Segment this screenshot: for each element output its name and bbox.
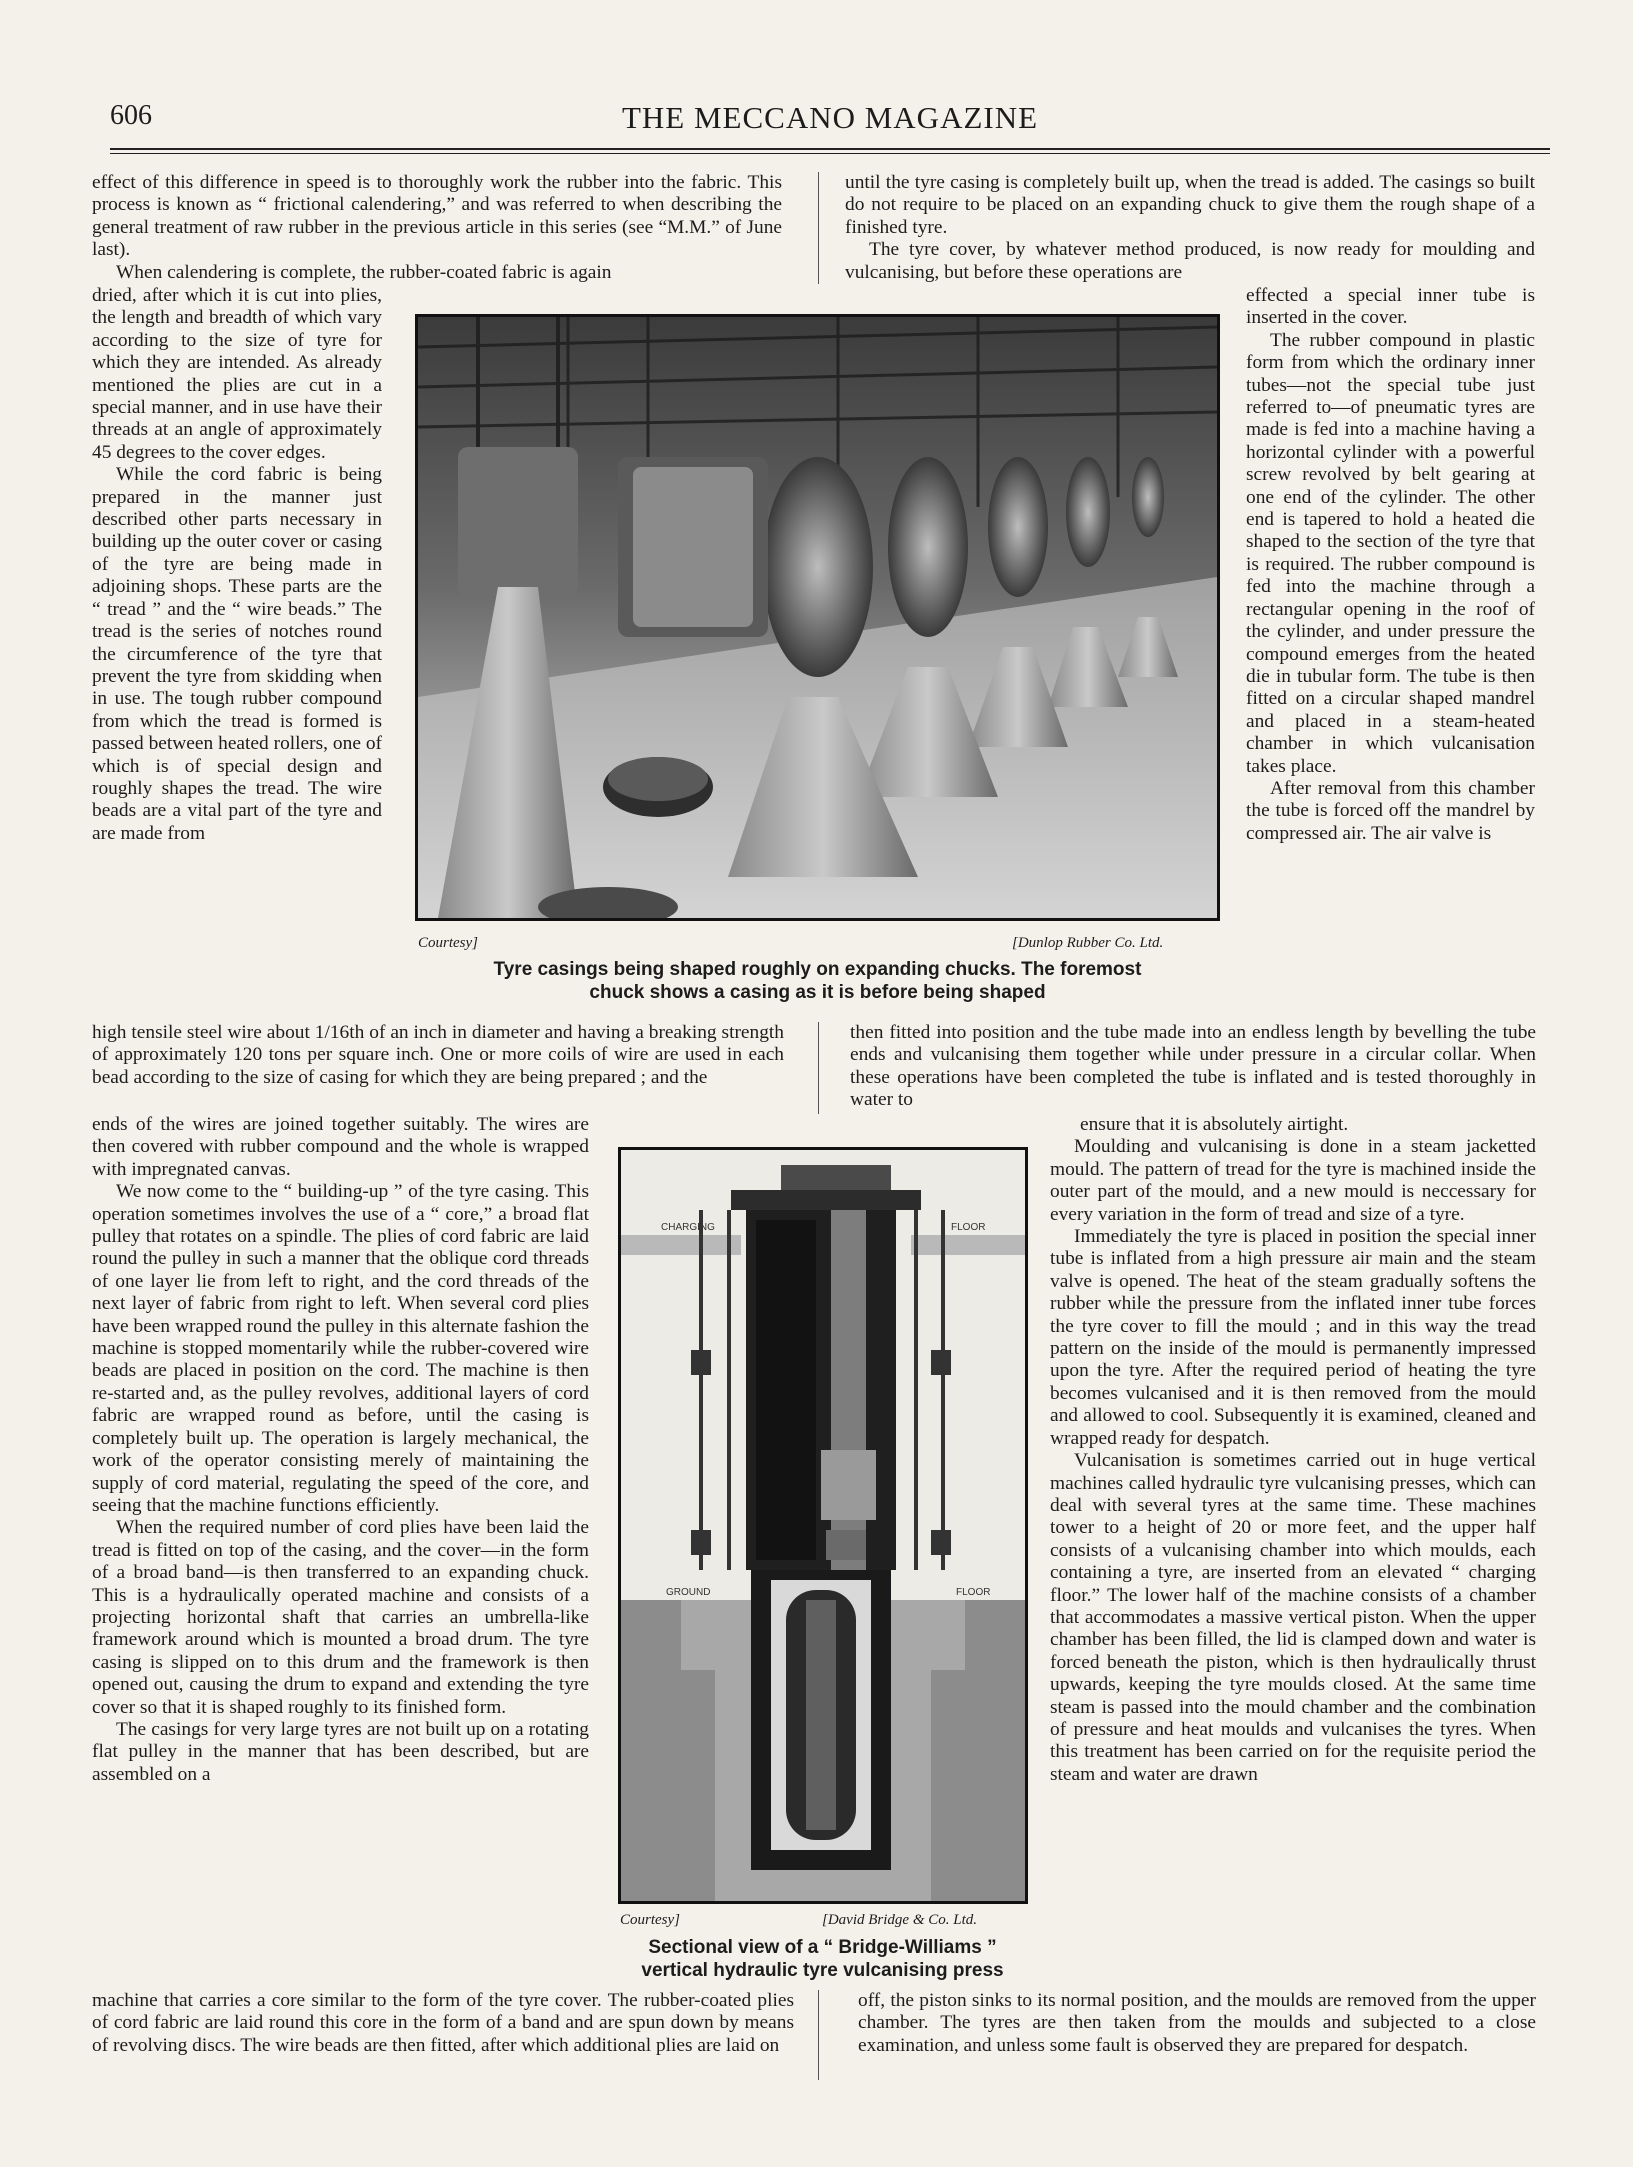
col1-bottom-text: [92, 1990, 794, 2057]
col2-top-text: [845, 172, 1535, 284]
paragraph: Immediately the tyre is placed in position the special inner tube is inflated from a high pressure air main and the steam valve is opened. The heat of the steam gradually softens the rubber while the pressure from the inflated inner tube forces the tyre cover to fill the mould ; and in this way the tread pattern on the inside of the mould is permanently impressed upon the tyre. After the required period of heating the tyre becomes vulcanised and it is then removed from the mould and allowed to cool. Subsequently it is examined, cleaned and wrapped ready for despatch.: [1050, 1226, 1536, 1449]
paragraph: While the cord fabric is being prepared in the manner just described other parts necessary in building up the outer cover or casing of the tyre are being made in adjoining shops. These parts are the “ tread ” and the “ wire beads.” The tread is the series of notches round the circumference of the tyre that prevent the tyre from skidding when in use. The tough rubber compound from which the tread is formed is passed between heated rollers, one of which is of special design and roughly shapes the tread. The wire beads are a vital part of the tyre and are made from: [92, 464, 382, 844]
sectional-view-illustration: [621, 1150, 1025, 1901]
paragraph: until the tyre casing is completely built up, when the tread is added. The casings so built do not require to be placed on an expanding chuck to give them the rough shape of a finished tyre.: [845, 172, 1535, 238]
paragraph: effect of this difference in speed is to thoroughly work the rubber into the fabric. This process is known as “ frictional calendering,” and was referred to when describing the general treatment of raw rubber in the previous article in this series (see “M.M.” of June last).: [92, 172, 782, 261]
label-floor-top: FLOOR: [951, 1222, 986, 1233]
paragraph: dried, after which it is cut into plies, the length and breadth of which vary according to the size of tyre for which they are intended. As already mentioned the plies are cut in a special manner, and in use have their threads at an angle of approximately 45 degrees to the cover edges.: [92, 285, 382, 463]
col2-narrow-text: [1246, 285, 1535, 845]
col2-mid-text: [1050, 1114, 1536, 1786]
paragraph: Moulding and vulcanising is done in a steam jacketted mould. The pattern of tread for the tyre is machined inside the outer part of the mould, and a new mould is neccessary for every variation in the form of tread and size of a tyre.: [1050, 1136, 1536, 1225]
paragraph: effected a special inner tube is inserted in the cover.: [1246, 285, 1535, 329]
header-rule: [110, 148, 1550, 150]
paragraph: We now come to the “ building-up ” of the tyre casing. This operation sometimes involves the use of a “ core,” a broad flat pulley that rotates on a spindle. The plies of cord fabric are laid round the pulley in such a manner that the oblique cord threads of one layer lie from left to right, and the cord threads of the next layer of fabric from right to left. When several cord plies have been wrapped round the pulley in this alternate fashion the machine is stopped momentarily while the rubber-covered wire beads are placed in position on the cord. The machine is then re-started and, as the pulley revolves, additional layers of cord fabric are wrapped round as before, until the casing is completely built up. The operation is largely mechanical, the work of the operator consisting merely of maintaining the supply of cord material, regulating the speed of the core, and seeing that the machine functions efficiently.: [92, 1181, 589, 1516]
column-divider: [818, 172, 819, 284]
factory-photo-illustration: [418, 317, 1217, 918]
paragraph: ensure that it is absolutely airtight.: [1080, 1114, 1349, 1135]
figure2-caption-line1: Sectional view of a “ Bridge-Williams ”: [648, 1937, 997, 1958]
figure1-credit-left: Courtesy]: [418, 935, 478, 951]
col1-narrow-text: [92, 285, 382, 845]
figure1-caption: [400, 958, 1235, 1004]
label-floor-bottom: FLOOR: [956, 1587, 991, 1598]
magazine-title: THE MECCANO MAGAZINE: [621, 100, 1039, 135]
figure1-caption-line2: chuck shows a casing as it is before being shaped: [589, 982, 1046, 1003]
col1-top-text: [92, 172, 782, 284]
expanding-chucks-photo: [415, 314, 1220, 921]
figure1-caption-line1: Tyre casings being shaped roughly on expanding chucks. The foremost: [493, 959, 1142, 980]
paragraph: When the required number of cord plies have been laid the tread is fitted on top of the casing, and the cover—in the form of a broad band—is then transferred to an expanding chuck. This is a hydraulically operated machine and consists of a projecting horizontal shaft that carries an umbrella-like framework around which is mounted a broad drum. The tyre casing is slipped on to this drum and the framework is then opened out, causing the drum to expand and extending the tyre cover so that it is shaped roughly to its finished form.: [92, 1517, 589, 1718]
paragraph: Vulcanisation is sometimes carried out in huge vertical machines called hydraulic tyre vulcanising presses, which can deal with several tyres at the same time. These machines tower to a height of 20 or more feet, and the upper half consists of a vulcanising chamber into which moulds, each containing a tyre, are inserted from an elevated “ charging floor.” The lower half of the machine consists of a chamber that accommodates a massive vertical piston. When the upper chamber has been filled, the lid is clamped down and water is forced beneath the piston, which is then hydraulically thrust upwards, keeping the tyre moulds closed. At the same time steam is passed into the mould chamber and the combination of pressure and heat moulds and vulcanises the tyres. When this treatment has been carried on for the requisite period the steam and water are drawn: [1050, 1450, 1536, 1785]
paragraph: When calendering is complete, the rubber-coated fabric is again: [116, 261, 612, 283]
col1-wide-text: [92, 1022, 784, 1089]
figure2-caption: [600, 1936, 1045, 1982]
figure2-caption-line2: vertical hydraulic tyre vulcanising press: [641, 1960, 1004, 1981]
column-divider: [818, 1022, 819, 1114]
paragraph: After removal from this chamber the tube is forced off the mandrel by compressed air. The air valve is: [1246, 777, 1535, 844]
figure2-credit-right: [David Bridge & Co. Ltd.: [822, 1912, 978, 1928]
paragraph: The rubber compound in plastic form from which the ordinary inner tubes—not the special tube just referred to—of pneumatic tyres are made is fed into a machine having a horizontal cylinder with a powerful screw revolved by belt gearing at one end of the cylinder. The other end is tapered to hold a heated die shaped to the section of the tyre that is required. The rubber compound is fed into the machine through a rectangular opening in the roof of the cylinder, and under pressure the compound emerges from the heated die in tubular form. The tube is then fitted on a circular shaped mandrel and placed in a steam-heated chamber in which vulcanisation takes place.: [1246, 329, 1535, 777]
paragraph: ends of the wires are joined together suitably. The wires are then covered with rubber compound and the whole is wrapped with impregnated canvas.: [92, 1114, 589, 1180]
col1-mid-text: [92, 1114, 589, 1786]
label-ground: GROUND: [666, 1587, 711, 1598]
paragraph: off, the piston sinks to its normal position, and the moulds are removed from the upper chamber. The tyres are then taken from the moulds and subjected to a close examination, and unless some fault is observed they are prepared for despatch.: [858, 1990, 1536, 2056]
header-rule-thin: [110, 153, 1550, 154]
column-divider: [818, 1990, 819, 2080]
label-charging: CHARGING: [661, 1222, 715, 1233]
paragraph: The casings for very large tyres are not built up on a rotating flat pulley in the manner that has been described, but are assembled on a: [92, 1718, 589, 1785]
page-number: 606: [110, 100, 152, 131]
paragraph: The tyre cover, by whatever method produced, is now ready for moulding and vulcanising, but before these operations are: [845, 239, 1535, 283]
page-header: [110, 100, 1550, 140]
paragraph: machine that carries a core similar to the form of the tyre cover. The rubber-coated plies of cord fabric are laid round this core in the form of a band and are spun down by means of revolving discs. The wire beads are then fitted, after which additional plies are laid on: [92, 1990, 794, 2056]
col2-bottom-text: [858, 1990, 1536, 2057]
paragraph: then fitted into position and the tube made into an endless length by bevelling the tube ends and vulcanising them together while under pressure in a circular collar. When these operations have been completed the tube is inflated and is tested thoroughly in water to: [850, 1022, 1536, 1111]
figure1-credit-right: [Dunlop Rubber Co. Ltd.: [1012, 935, 1164, 951]
paragraph: high tensile steel wire about 1/16th of an inch in diameter and having a breaking strength of approximately 120 tons per square inch. One or more coils of wire are used in each bead according to the size of casing for which they are being prepared ; and the: [92, 1022, 784, 1088]
vulcanising-press-diagram: [618, 1147, 1028, 1904]
col2-wide-text: [850, 1022, 1536, 1112]
figure2-credit-left: Courtesy]: [620, 1912, 680, 1928]
